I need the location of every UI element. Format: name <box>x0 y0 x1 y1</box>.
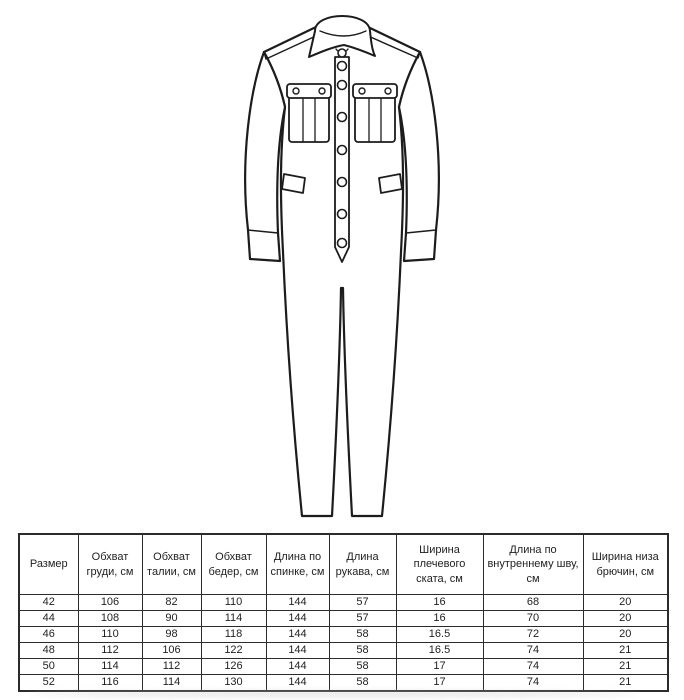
table-cell: 58 <box>329 627 396 643</box>
size-table <box>18 533 669 692</box>
table-cell: 112 <box>78 643 142 659</box>
table-cell: 21 <box>583 675 668 692</box>
table-cell: 108 <box>78 611 142 627</box>
table-cell: 58 <box>329 659 396 675</box>
table-cell: 42 <box>19 595 78 611</box>
bottom-shadow <box>28 691 640 697</box>
collar-button <box>338 49 346 57</box>
table-cell: 16 <box>396 595 483 611</box>
table-cell: 44 <box>19 611 78 627</box>
table-cell: 122 <box>201 643 266 659</box>
column-header-3: Обхват бедер, см <box>201 534 266 595</box>
column-header-5: Длина рукава, см <box>329 534 396 595</box>
table-row <box>19 627 668 643</box>
table-cell: 98 <box>142 627 201 643</box>
table-cell: 106 <box>78 595 142 611</box>
table-cell: 58 <box>329 643 396 659</box>
column-header-6: Ширина плечевого ската, см <box>396 534 483 595</box>
table-cell: 20 <box>583 611 668 627</box>
table-cell: 70 <box>483 611 583 627</box>
table-cell: 17 <box>396 659 483 675</box>
table-cell: 90 <box>142 611 201 627</box>
right-welt-pocket <box>379 174 402 193</box>
table-cell: 58 <box>329 675 396 692</box>
size-table-body <box>19 595 668 692</box>
table-cell: 21 <box>583 659 668 675</box>
table-cell: 72 <box>483 627 583 643</box>
table-cell: 144 <box>266 675 329 692</box>
table-cell: 126 <box>201 659 266 675</box>
left-welt-pocket <box>282 174 305 193</box>
table-cell: 144 <box>266 643 329 659</box>
table-cell: 114 <box>142 675 201 692</box>
table-cell: 130 <box>201 675 266 692</box>
column-header-7: Длина по внутреннему шву, см <box>483 534 583 595</box>
table-cell: 16 <box>396 611 483 627</box>
table-cell: 57 <box>329 611 396 627</box>
table-cell: 114 <box>78 659 142 675</box>
table-cell: 112 <box>142 659 201 675</box>
table-cell: 74 <box>483 643 583 659</box>
table-cell: 144 <box>266 627 329 643</box>
collar <box>309 16 375 57</box>
table-cell: 57 <box>329 595 396 611</box>
table-cell: 16.5 <box>396 627 483 643</box>
table-row <box>19 611 668 627</box>
table-cell: 114 <box>201 611 266 627</box>
table-row <box>19 595 668 611</box>
table-cell: 110 <box>78 627 142 643</box>
table-cell: 16.5 <box>396 643 483 659</box>
table-cell: 110 <box>201 595 266 611</box>
table-cell: 144 <box>266 595 329 611</box>
right-chest-pocket <box>353 84 397 142</box>
table-cell: 52 <box>19 675 78 692</box>
table-cell: 50 <box>19 659 78 675</box>
table-cell: 20 <box>583 595 668 611</box>
column-header-4: Длина по спинке, см <box>266 534 329 595</box>
column-header-0: Размер <box>19 534 78 595</box>
table-row <box>19 675 668 692</box>
left-chest-pocket <box>287 84 331 142</box>
size-table-header <box>19 534 668 595</box>
table-cell: 20 <box>583 627 668 643</box>
table-cell: 17 <box>396 675 483 692</box>
table-cell: 82 <box>142 595 201 611</box>
table-cell: 144 <box>266 611 329 627</box>
table-cell: 118 <box>201 627 266 643</box>
table-cell: 144 <box>266 659 329 675</box>
table-row <box>19 659 668 675</box>
column-header-2: Обхват талии, см <box>142 534 201 595</box>
table-cell: 74 <box>483 659 583 675</box>
column-header-1: Обхват груди, см <box>78 534 142 595</box>
column-header-8: Ширина низа брючин, см <box>583 534 668 595</box>
table-row <box>19 643 668 659</box>
table-cell: 68 <box>483 595 583 611</box>
table-cell: 46 <box>19 627 78 643</box>
table-cell: 21 <box>583 643 668 659</box>
table-cell: 48 <box>19 643 78 659</box>
table-cell: 116 <box>78 675 142 692</box>
table-cell: 106 <box>142 643 201 659</box>
table-cell: 74 <box>483 675 583 692</box>
